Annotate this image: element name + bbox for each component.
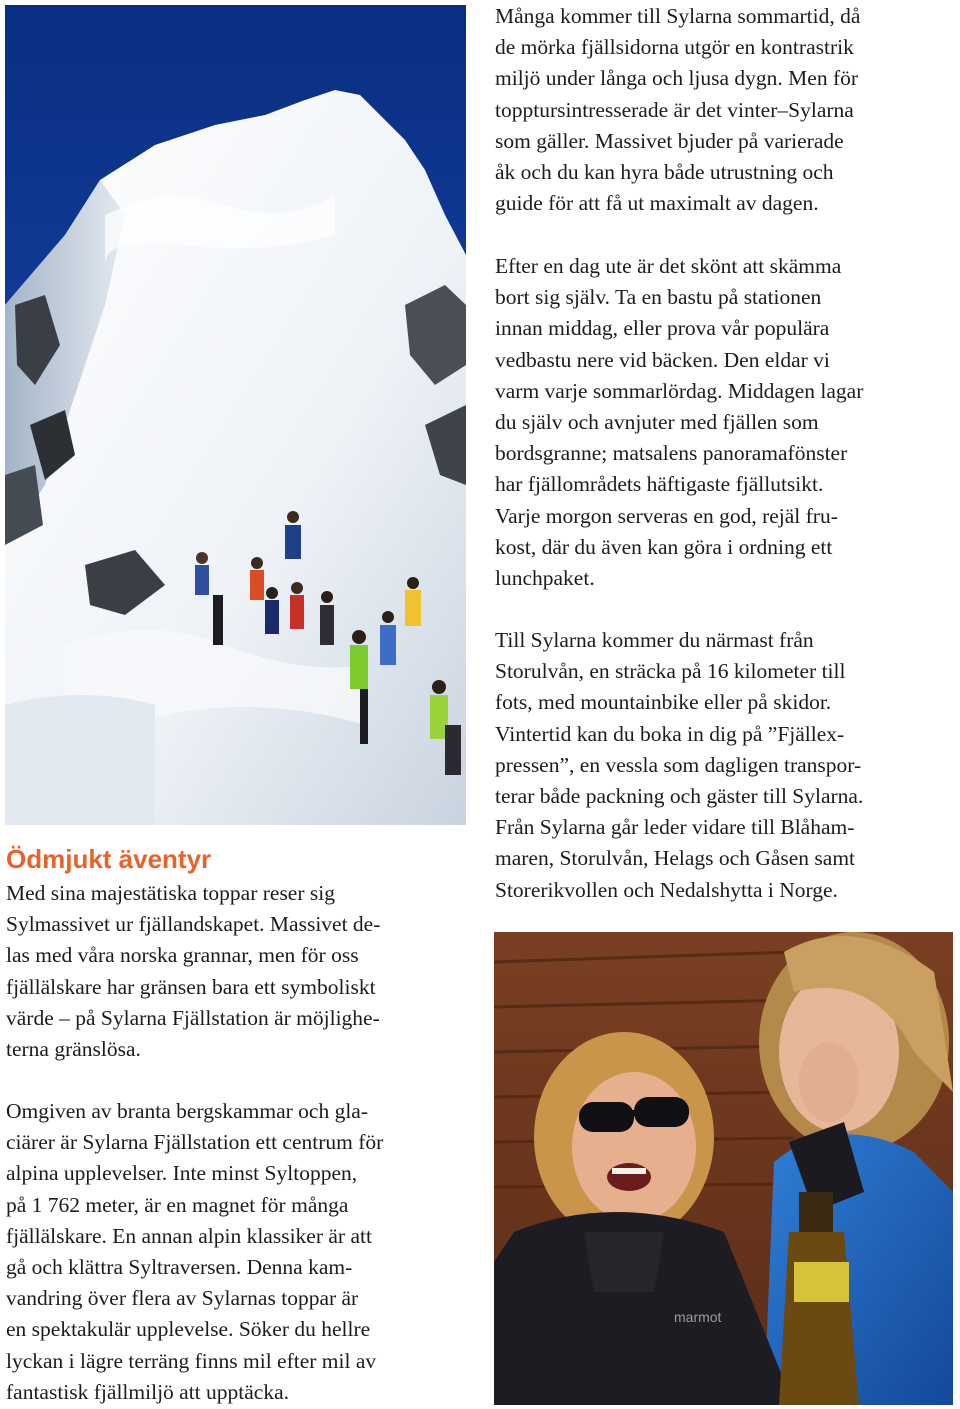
women-photo [494, 932, 953, 1405]
svg-text:marmot: marmot [674, 1309, 722, 1325]
section-heading: Ödmjukt äventyr [6, 844, 212, 874]
alpine-paragraph: Omgiven av branta bergskammar och gla- ciärer är Sylarna Fjällstation ett centrum för alpina upplevelser. Inte minst Syltoppen, på 1 762 meter, är en magnet för många fjällälskare. En annan alpin klassiker är att gå och klättra Syltraversen. Denna kam- vandring över flera av Sylarnas toppar är en spektakulär upplevelse. Söker du hellre lyckan i lägre terräng finns mil efter mil av fantastisk fjällmiljö att upptäcka. [6, 1099, 384, 1404]
winter-paragraph: Många kommer till Sylarna sommartid, då de mörka fjällsidorna utgör en kontrastrik miljö under långa och ljusa dygn. Men för topptursintresserade är det vinter–Sylarna som gäller. Massivet bjuder på varierade åk och du kan hyra både utrustning och guide för att få ut maximalt av dagen. [495, 4, 861, 216]
intro-paragraph: Med sina majestätiska toppar reser sig Sylmassivet ur fjällandskapet. Massivet de- las med våra norska grannar, men för oss fjällälskare har gränsen bara ett symboliskt värde – på Sylarna Fjällstation är möjlighe- terna gränslösa. [6, 881, 381, 1062]
travel-paragraph: Till Sylarna kommer du närmast från Storulvån, en sträcka på 16 kilometer till fots, med mountainbike eller på skidor. Vintertid kan du boka in dig på ”Fjällex- pressen”, en vessla som dagligen transpor- terar både packning och gäster till Sylarna. Från Sylarna går leder vidare till Blåham- maren, Storulvån, Helags och Gåsen samt Storerikvollen och Nedalshytta i Norge. [495, 628, 864, 902]
mountain-photo [5, 5, 466, 825]
sauna-paragraph: Efter en dag ute är det skönt att skämma bort sig själv. Ta en bastu på stationen innan middag, eller prova vår populära vedbastu nere vid bäcken. Den eldar vi varm varje sommarlördag. Middagen lagar du själv och avnjuter med fjällen som bordsgranne; matsalens panoramafönster har fjällområdets häftigaste fjällutsikt. Varje morgon serveras en god, rejäl fru- kost, där du även kan göra i ordning ett lunchpaket. [495, 254, 864, 591]
